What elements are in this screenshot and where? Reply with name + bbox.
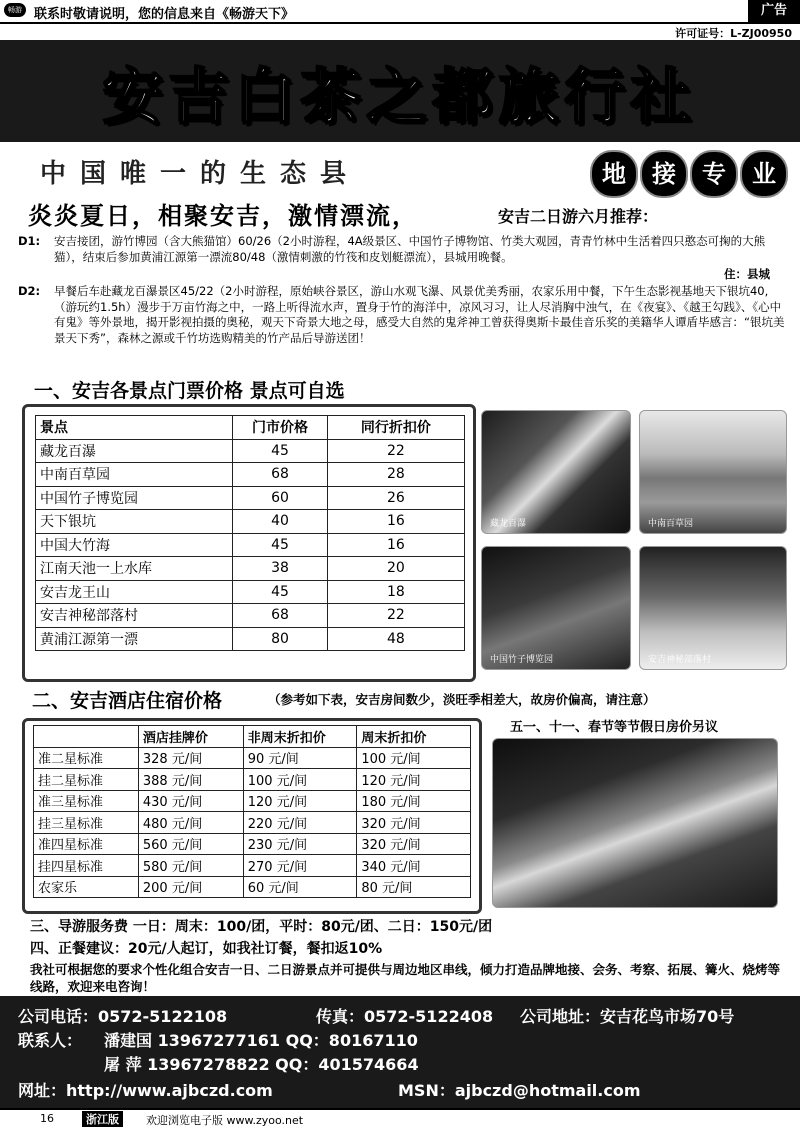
page-number: 16 bbox=[40, 1112, 54, 1125]
hotel-grade: 准三星标准 bbox=[34, 790, 139, 812]
col-header: 同行折扣价 bbox=[327, 416, 464, 440]
contact-person-2: 屠 萍 13967278822 QQ：401574664 bbox=[104, 1055, 419, 1074]
photo-caption: 安吉神秘部落村 bbox=[648, 655, 712, 665]
day-label: D2: bbox=[18, 284, 41, 298]
hotel-grade: 挂三星标准 bbox=[34, 812, 139, 834]
source-notice: 联系时敬请说明，您的信息来自《畅游天下》 bbox=[34, 7, 295, 22]
weekend-price: 320 元/间 bbox=[357, 812, 471, 834]
table-row bbox=[36, 580, 465, 604]
ticket-table-frame bbox=[22, 404, 476, 682]
attraction-name: 中国大竹海 bbox=[36, 533, 233, 557]
magazine-logo-icon: 畅游 bbox=[4, 3, 26, 17]
weekday-price: 120 元/间 bbox=[243, 790, 357, 812]
itinerary-day2 bbox=[18, 284, 788, 346]
badge-char: 地 bbox=[590, 150, 638, 198]
table-row bbox=[34, 833, 471, 855]
weekend-price: 180 元/间 bbox=[357, 790, 471, 812]
weekday-price: 100 元/间 bbox=[243, 769, 357, 791]
photo-canglong-waterfall bbox=[481, 410, 631, 534]
attraction-name: 中南百草园 bbox=[36, 463, 233, 487]
local-specialist-badges bbox=[590, 150, 790, 198]
table-row bbox=[34, 747, 471, 769]
section-guide-fee: 三、导游服务费 一日：周末：100/团，平时：80元/团、二日：150元/团 bbox=[30, 919, 493, 935]
attraction-name: 安吉龙王山 bbox=[36, 580, 233, 604]
website-link[interactable]: 网址：http://www.ajbczd.com bbox=[18, 1081, 273, 1100]
weekday-price: 270 元/间 bbox=[243, 855, 357, 877]
table-row bbox=[34, 855, 471, 877]
hotel-grade: 挂四星标准 bbox=[34, 855, 139, 877]
agency-price: 22 bbox=[327, 439, 464, 463]
hotel-table-frame bbox=[22, 718, 482, 914]
table-row bbox=[36, 557, 465, 581]
stay-location: 住：县城 bbox=[724, 267, 770, 281]
closing-statement: 我社可根据您的要求个性化组合安吉一日、二日游景点并可提供与周边地区串线，倾力打造品牌地接、会务、考察、拓展、篝火、烧烤等线路，欢迎来电咨询！ bbox=[30, 962, 781, 994]
agency-price: 48 bbox=[327, 627, 464, 651]
table-row bbox=[36, 533, 465, 557]
listed-price: 328 元/间 bbox=[138, 747, 243, 769]
retail-price: 80 bbox=[233, 627, 327, 651]
day-text: 早餐后车赴藏龙百瀑景区45/22（2小时游程，原始峡谷景区，游山水观飞瀑、风景优美秀丽，农家乐用中餐，下午生态影视基地天下银坑40,（游玩约1.5h）漫步于万亩竹海之中，一路上听得流水声，置身于竹的海洋中，凉风习习，让人尽消胸中浊气，在《夜宴》、《越王勾践》、《心中有鬼》等外景地，揭开影视拍摄的奥秘，观天下奇景大地之母，感受大自然的鬼斧神工曾获得奥斯卡最佳音乐奖的美籍华人谭盾毕感言：“银坑美景天下秀”，森林之源或千竹坊选购精美的竹产品后导游送团！ bbox=[54, 284, 785, 345]
table-row bbox=[36, 486, 465, 510]
slogan-summer: 炎炎夏日，相聚安吉，激情漂流， bbox=[28, 201, 418, 230]
listed-price: 200 元/间 bbox=[138, 876, 243, 898]
hotel-grade: 准四星标准 bbox=[34, 833, 139, 855]
table-header-row bbox=[36, 416, 465, 440]
ad-tag: 广告 bbox=[748, 0, 800, 22]
retail-price: 45 bbox=[233, 439, 327, 463]
msn-contact: MSN：ajbczd@hotmail.com bbox=[398, 1081, 641, 1100]
col-header: 周末折扣价 bbox=[357, 726, 471, 748]
weekday-price: 60 元/间 bbox=[243, 876, 357, 898]
agency-price: 22 bbox=[327, 604, 464, 628]
attraction-name: 安吉神秘部落村 bbox=[36, 604, 233, 628]
contact-footer bbox=[0, 996, 800, 1108]
slogan-eco-county: 中国唯一的生态县 bbox=[40, 159, 361, 189]
itinerary-day1 bbox=[18, 234, 788, 265]
retail-price: 68 bbox=[233, 604, 327, 628]
table-row bbox=[34, 812, 471, 834]
weekend-price: 80 元/间 bbox=[357, 876, 471, 898]
tour-recommend-title: 安吉二日游六月推荐： bbox=[498, 207, 659, 226]
retail-price: 40 bbox=[233, 510, 327, 534]
edition-tag: 浙江版 bbox=[82, 1111, 123, 1127]
hotel-grade: 农家乐 bbox=[34, 876, 139, 898]
table-row bbox=[34, 876, 471, 898]
listed-price: 580 元/间 bbox=[138, 855, 243, 877]
ebook-link[interactable]: 欢迎浏览电子版 www.zyoo.net bbox=[146, 1114, 304, 1127]
day-text: 安吉接团，游竹博园（含大熊猫馆）60/26（2小时游程，4A级景区、中国竹子博物馆、竹类大观园，青青竹林中生活着四只憨态可掬的大熊猫），结束后参加黄浦江源第一漂流80/48（激情刺激的竹筏和皮划艇漂流），县城用晚餐。 bbox=[54, 234, 766, 264]
agency-title: 安吉白茶之都旅行社 bbox=[103, 63, 697, 133]
photo-bamboo-park bbox=[481, 546, 631, 670]
company-fax: 传真：0572-5122408 bbox=[316, 1007, 494, 1026]
photo-rafting bbox=[492, 738, 778, 908]
table-row bbox=[34, 769, 471, 791]
hotel-grade: 准二星标准 bbox=[34, 747, 139, 769]
listed-price: 388 元/间 bbox=[138, 769, 243, 791]
col-header bbox=[34, 726, 139, 748]
hotel-price-table bbox=[33, 725, 471, 898]
badge-char: 接 bbox=[640, 150, 688, 198]
weekday-price: 230 元/间 bbox=[243, 833, 357, 855]
attraction-name: 黄浦江源第一漂 bbox=[36, 627, 233, 651]
retail-price: 60 bbox=[233, 486, 327, 510]
listed-price: 430 元/间 bbox=[138, 790, 243, 812]
weekday-price: 220 元/间 bbox=[243, 812, 357, 834]
table-row bbox=[36, 627, 465, 651]
photo-caption: 中南百草园 bbox=[648, 519, 694, 529]
agency-price: 20 bbox=[327, 557, 464, 581]
col-header: 门市价格 bbox=[233, 416, 327, 440]
company-phone: 公司电话：0572-5122108 bbox=[18, 1007, 228, 1026]
retail-price: 68 bbox=[233, 463, 327, 487]
agency-price: 28 bbox=[327, 463, 464, 487]
attraction-name: 江南天池一上水库 bbox=[36, 557, 233, 581]
badge-char: 业 bbox=[740, 150, 788, 198]
day-label: D1: bbox=[18, 234, 41, 248]
table-row bbox=[34, 790, 471, 812]
retail-price: 38 bbox=[233, 557, 327, 581]
weekend-price: 340 元/间 bbox=[357, 855, 471, 877]
retail-price: 45 bbox=[233, 580, 327, 604]
company-address: 公司地址：安吉花鸟市场70号 bbox=[520, 1007, 735, 1026]
title-banner bbox=[0, 40, 800, 142]
table-row bbox=[36, 439, 465, 463]
weekday-price: 90 元/间 bbox=[243, 747, 357, 769]
top-bar bbox=[0, 0, 800, 24]
bottom-strip bbox=[0, 1108, 800, 1129]
col-header: 景点 bbox=[36, 416, 233, 440]
contact-person-1: 潘建国 13967277161 QQ：80167110 bbox=[104, 1031, 418, 1050]
photo-zhongnan-garden bbox=[639, 410, 787, 534]
badge-char: 专 bbox=[690, 150, 738, 198]
listed-price: 480 元/间 bbox=[138, 812, 243, 834]
weekend-price: 320 元/间 bbox=[357, 833, 471, 855]
attraction-name: 藏龙百瀑 bbox=[36, 439, 233, 463]
section-hotel-prices: 二、安吉酒店住宿价格 bbox=[32, 690, 223, 712]
retail-price: 45 bbox=[233, 533, 327, 557]
attraction-name: 中国竹子博览园 bbox=[36, 486, 233, 510]
holiday-note: 五一、十一、春节等节假日房价另议 bbox=[510, 720, 719, 735]
table-header-row bbox=[34, 726, 471, 748]
hotel-grade: 挂二星标准 bbox=[34, 769, 139, 791]
col-header: 酒店挂牌价 bbox=[138, 726, 243, 748]
col-header: 非周末折扣价 bbox=[243, 726, 357, 748]
photo-caption: 藏龙百瀑 bbox=[490, 519, 527, 529]
agency-price: 18 bbox=[327, 580, 464, 604]
agency-price: 16 bbox=[327, 533, 464, 557]
weekend-price: 100 元/间 bbox=[357, 747, 471, 769]
listed-price: 560 元/间 bbox=[138, 833, 243, 855]
agency-price: 26 bbox=[327, 486, 464, 510]
photo-tribe-village bbox=[639, 546, 787, 670]
contact-label: 联系人： bbox=[18, 1031, 83, 1050]
table-row bbox=[36, 510, 465, 534]
table-row bbox=[36, 463, 465, 487]
attraction-name: 天下银坑 bbox=[36, 510, 233, 534]
table-row bbox=[36, 604, 465, 628]
license-number: 许可证号：L-ZJ00950 bbox=[675, 27, 792, 40]
weekend-price: 120 元/间 bbox=[357, 769, 471, 791]
section-ticket-prices: 一、安吉各景点门票价格 景点可自选 bbox=[34, 380, 345, 402]
agency-price: 16 bbox=[327, 510, 464, 534]
ticket-price-table bbox=[35, 415, 465, 651]
photo-caption: 中国竹子博览园 bbox=[490, 655, 554, 665]
hotel-note: （参考如下表，安吉房间数少，淡旺季相差大，故房价偏高，请注意） bbox=[268, 692, 656, 707]
section-meal-advice: 四、正餐建议：20元/人起订，如我社订餐，餐扣返10% bbox=[30, 941, 383, 957]
